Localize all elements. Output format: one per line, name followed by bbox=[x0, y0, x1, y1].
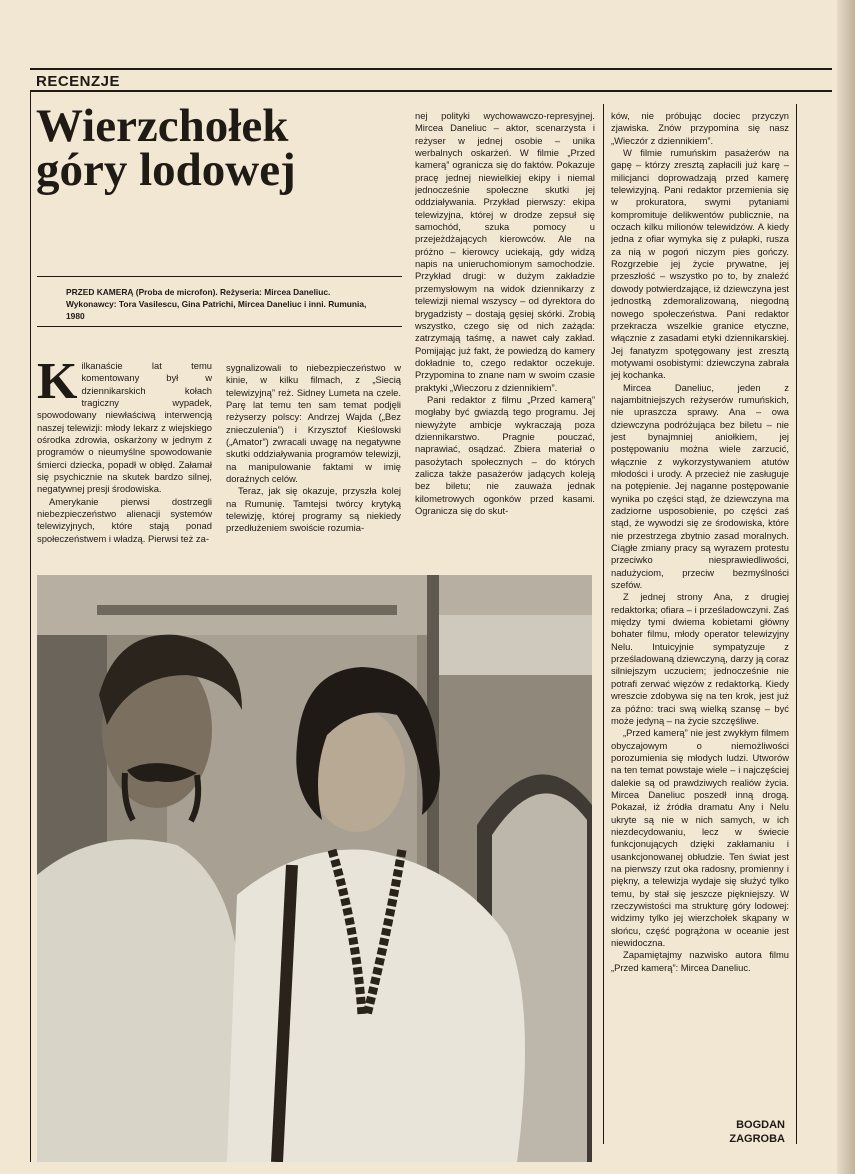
article-column-4 bbox=[611, 110, 789, 1112]
article-paragraph: Teraz, jak się okazuje, przyszła kolej na Rumunię. Tamtejsi twórcy krytyką telewizję, której programy są niekiedy przedłużeniem swoiście rozumia- bbox=[226, 485, 401, 534]
article-paragraph: Mircea Daneliuc, jeden z najambitniejszych reżyserów rumuńskich, nie upraszcza sprawy. Ana – owa dziewczyna podróżująca bez biletu – nie jest bynajmniej aniołkiem, jej postępowaniu można wiele zarzucić, włącznie z wykorzystywaniem atutów młodości i urody. A przecież nie zasługuje na potępienie. Jej naganne postępowanie wynika po części stąd, że dziewczyna ma zadziorne usposobienie, po części zaś stąd, że wywodzi się ze środowiska, które nie przestrzega zbytnio zasad moralnych. Ciągłe zmiany pracy są wyrazem protestu przeciwko niesprawiedliwości, nadużyciom, przeciw bezmyślności szefów. bbox=[611, 381, 789, 591]
author-first-name: BOGDAN bbox=[736, 1119, 785, 1131]
film-still-illustration bbox=[37, 575, 592, 1162]
headline: Wierzchołek góry lodowej bbox=[36, 100, 296, 196]
author-last-name: ZAGROBA bbox=[729, 1133, 785, 1145]
article-paragraph: nej polityki wychowawczo-represyjnej. Mircea Daneliuc – aktor, scenarzysta i reżyser w jednej osobie – unika werbalnych oskarżeń. W filmie „Przed kamerą” ogranicza się do faktów. Pokazuje pracę jednej niewielkiej ekipy i niemal jednocześnie społeczne skutki jej oddziaływania. Przykład pierwszy: ekipa telewizyjna, której w drodze zepsuł się samochód, szuka pomocy u przejeżdżających kierowców. Ale na próżno – kierowcy uciekają, gdy widzą napis na unieruchomionym samochodzie. Przykład drugi: w dużym zakładzie przemysłowym na widok dziennikarzy z telewizji niemal wszyscy – od dyrektora do brygadzisty – dostają gęsiej skórki. Zrobią wszystko, czego się od nich zażąda: zatrzymają taśmę, a nawet cały zakład. Pomijając już fakt, że powiedzą do kamery dokładnie to, czego redaktor oczekuje. Przypomina to znane nam w swoim czasie praktyki „Wieczoru z dziennikiem”. bbox=[415, 110, 595, 393]
film-still-photo bbox=[37, 575, 592, 1162]
article-paragraph: ków, nie próbując dociec przyczyn zjawiska. Znów przypomina się nasz „Wieczór z dziennikiem”. bbox=[611, 110, 789, 146]
section-rule bbox=[30, 90, 832, 92]
article-paragraph: Zapamiętajmy nazwisko autora filmu „Przed kamerą”: Mircea Daneliuc. bbox=[611, 949, 789, 973]
credits-bottom-rule bbox=[37, 326, 402, 327]
column-rule-3-4 bbox=[603, 104, 604, 1144]
page-edge-shadow bbox=[837, 0, 855, 1174]
article-paragraph bbox=[37, 360, 212, 496]
article-column-2 bbox=[226, 362, 401, 560]
drop-cap: K bbox=[37, 360, 78, 410]
article-paragraph: „Przed kamerą” nie jest zwykłym filmem obyczajowym o niemożliwości porozumienia się młodych ludzi. Utworów na ten temat powstaje wiele – i najczęściej dalekie są od prawdziwych realiów życia. Mircea Daneliuc poszedł inną drogą. Pokazał, iż źródła dramatu Any i Nelu ukryte są nie w nich samych, w ich niezdecydowaniu, lecz w świecie funkcjonujących dzięki zakłamaniu i usankcjonowanej obłudzie. Ten świat jest na pierwszy rzut oka radosny, promienny i piękny, a telewizja wydaje się służyć tylko temu, by stał się jeszcze piękniejszy. W rzeczywistości ma strukturę góry lodowej: widzimy tylko jej wierzchołek skąpany w słońcu, część pogrążona w oceanie jest niewidoczna. bbox=[611, 727, 789, 949]
article-paragraph: W filmie rumuńskim pasażerów na gapę – którzy zresztą zapłacili już karę – milicjanci doprowadzają przed kamerę telewizyjną. Pani redaktor przemienia się w prokuratora, swymi pytaniami kompromituje delikwentów publicznie, na oczach kilku milionów telewidzów. A kiedy jedna z ofiar wymyka się z pułapki, rusza za nią w pogoń niczym pies gończy. Rozgrzebie jej życie prywatne, jej przeszłość – wszystko po to, by znaleźć dowody potwierdzające, iż dziewczyna jest jednostką zdemoralizowaną, niegodną nowego społeczeństwa. Pani redaktor przekracza wszelkie granice etyczne, włącznie z zasadami etyki dziennikarskiej. Jej fanatyzm spotęgowany jest zresztą motywami osobistymi: dziewczyna zabrała jej kochanka. bbox=[611, 147, 789, 381]
author-byline bbox=[729, 1118, 785, 1146]
paragraph-text: ilkanaście lat temu komentowany był w dziennikarskich kołach tragiczny wypadek, spowodowany niewłaściwą interwencją naszej telewizji: młody lekarz z wiejskiego ośrodka zdrowia, oskarżony w jednym z programów o nieumyślne spowodowanie śmierci dziecka, popadł w obłęd. Załamał się psychicznie na skutek bardzo silnej, negatywnej presji środowiska. bbox=[37, 360, 212, 495]
article-paragraph: sygnalizowali to niebezpieczeństwo w kinie, w kilku filmach, z „Siecią telewizyjną” reż. Sidney Lumeta na czele. Parę lat temu ten sam temat podjęli reżyserzy polscy: Andrzej Wajda („Bez znieczulenia”) i Krzysztof Kieślowski („Amator”) zwracali uwagę na negatywne skutki oddziaływania programów telewizji, na manipulowanie faktami w imię doraźnych celów. bbox=[226, 362, 401, 485]
article-paragraph: Pani redaktor z filmu „Przed kamerą” mogłaby być gwiazdą tego programu. Jej niewyżyte ambicje wykraczają poza dziennikarstwo. Pragnie pouczać, naprawiać, osądzać. Zbiera materiał o pasożytach społecznych – do których zalicza także pasażerów jadących koleją bez biletu; nie zauważa jednak kilometrowych ogonków przed kasami. Ogranicza się do skut- bbox=[415, 393, 595, 516]
article-column-1 bbox=[37, 360, 212, 560]
section-label: RECENZJE bbox=[36, 73, 121, 90]
credits-top-rule bbox=[37, 276, 402, 277]
left-vertical-rule bbox=[30, 92, 31, 1162]
right-vertical-rule bbox=[796, 104, 797, 1144]
top-rule bbox=[30, 68, 832, 70]
article-column-3 bbox=[415, 110, 595, 565]
film-credits: PRZED KAMERĄ (Proba de microfon). Reżyseria: Mircea Daneliuc. Wykonawcy: Tora Vasilescu, Gina Patrichi, Mircea Daneliuc i inni. Rumunia, 1980 bbox=[66, 287, 367, 321]
article-paragraph: Z jednej strony Ana, z drugiej redaktorka; ofiara – i prześladowczyni. Zaś między tymi dwiema kobietami główny bohater filmu, młody operator telewizyjny Nelu. Intuicyjnie sympatyzuje z prześladowaną dziewczyną, darzy ją coraz silniejszym uczuciem; jednocześnie nie potrafi zerwać więzów z redaktorką. Kiedy wreszcie zdobywa się na ten krok, jest już za późno: traci swą wielką szansę – być może jedyną – na życie szczęśliwe. bbox=[611, 591, 789, 726]
article-paragraph: Amerykanie pierwsi dostrzegli niebezpieczeństwo alienacji systemów telewizyjnych, które stają ponad społeczeństwem i władzą. Pierwsi też za- bbox=[37, 495, 212, 544]
